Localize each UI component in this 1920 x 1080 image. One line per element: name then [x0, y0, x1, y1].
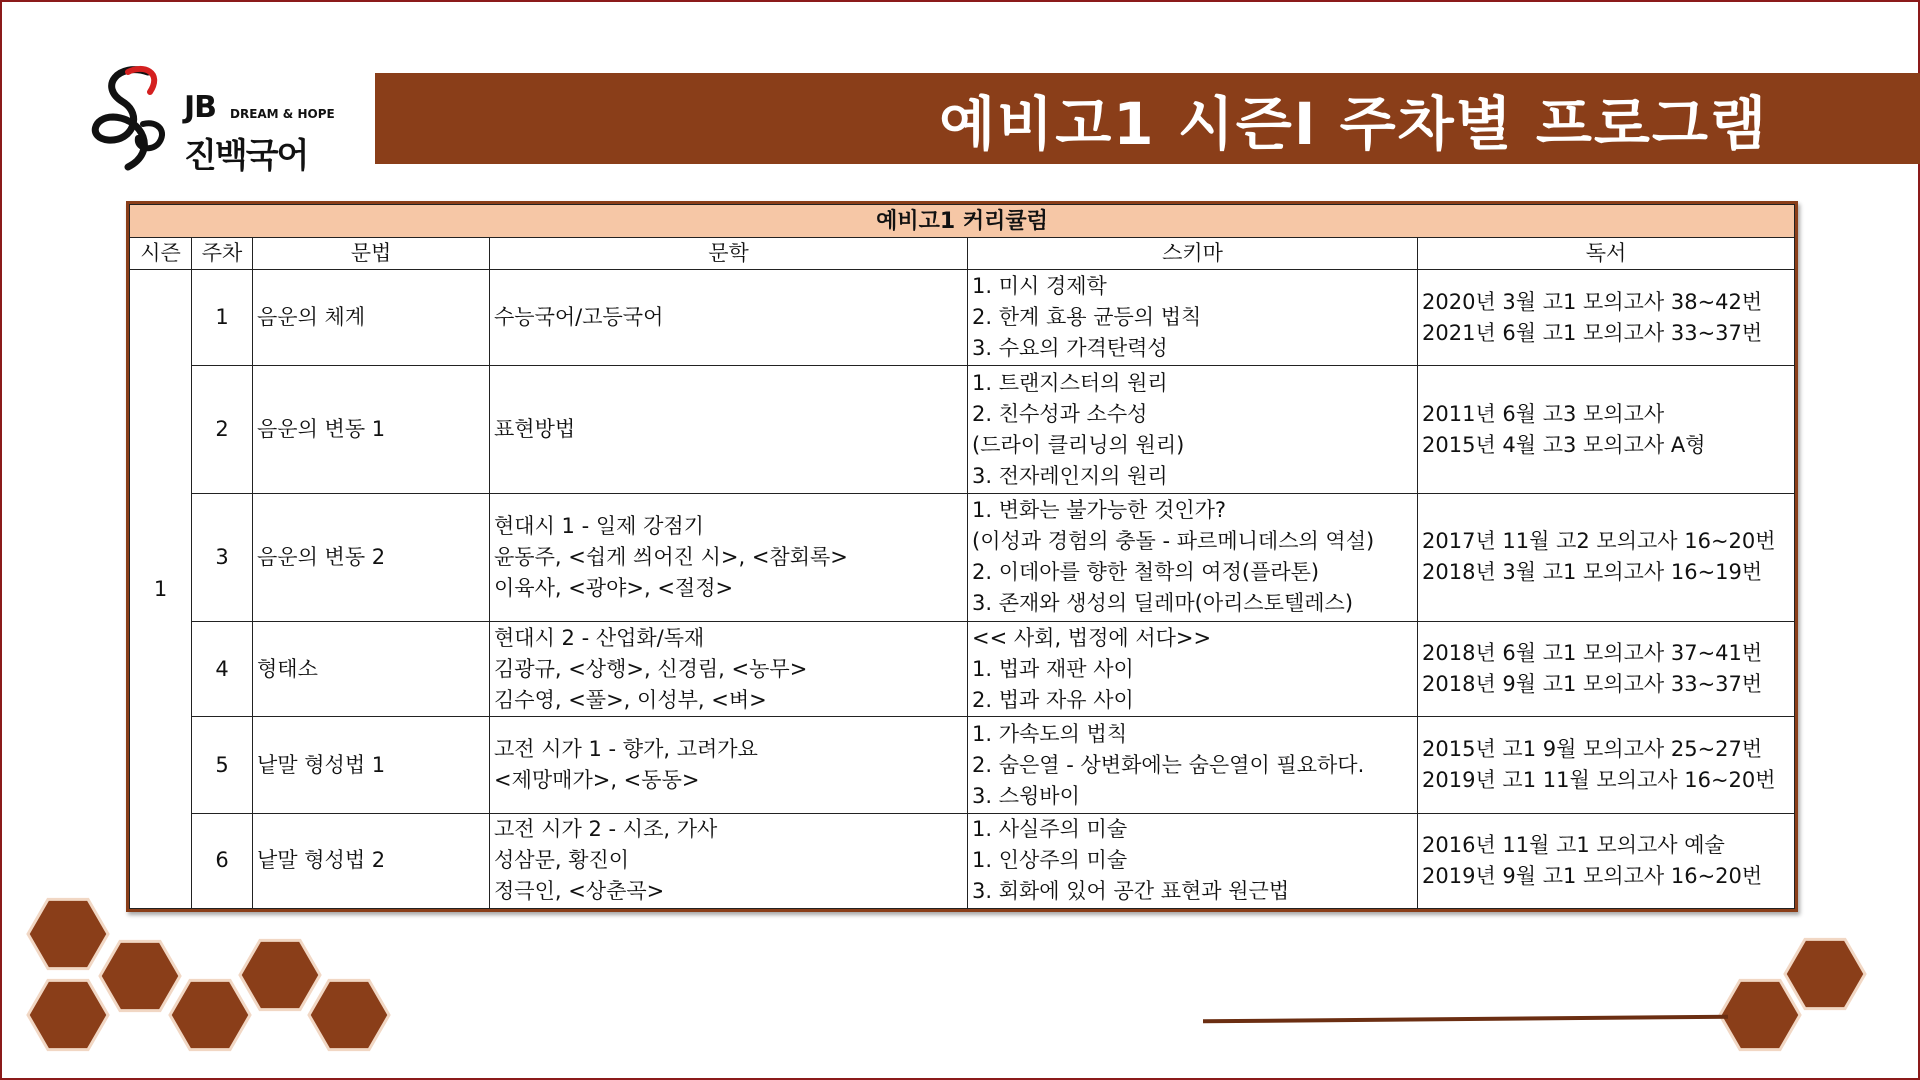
week-cell: 2	[192, 366, 253, 493]
table-row	[130, 622, 1795, 717]
page-title-bar	[375, 73, 1920, 164]
hexagon-icon	[170, 980, 250, 1049]
literature-line: 김수영, <풀>, 이성부, <벼>	[494, 687, 767, 712]
literature-line: <제망매가>, <동동>	[494, 768, 700, 793]
schema-line: 3. 스윙바이	[972, 783, 1080, 808]
header-reading: 독서	[1418, 238, 1795, 270]
grammar-cell: 낱말 형성법 1	[253, 717, 490, 813]
logo-swirl-icon	[88, 62, 188, 180]
hexagon-cluster-left-icon	[0, 890, 420, 1080]
reading-line: 2018년 9월 고1 모의고사 33~37번	[1422, 672, 1763, 697]
logo-jb: JB	[184, 90, 217, 125]
header-grammar: 문법	[253, 238, 490, 270]
grammar-cell: 음운의 체계	[253, 270, 490, 366]
schema-cell	[968, 493, 1418, 621]
hexagon-icon	[28, 980, 108, 1049]
literature-cell	[490, 622, 968, 717]
week-cell: 4	[192, 622, 253, 717]
reading-line: 2019년 9월 고1 모의고사 16~20번	[1422, 863, 1763, 888]
schema-line: 3. 회화에 있어 공간 표현과 원근법	[972, 879, 1290, 904]
schema-line: 2. 이데아를 향한 철학의 여정(플라톤)	[972, 560, 1320, 585]
grammar-cell: 낱말 형성법 2	[253, 813, 490, 908]
table-row	[130, 717, 1795, 813]
hexagon-icon	[240, 940, 320, 1009]
hexagon-icon	[1785, 939, 1865, 1008]
schema-line: (드라이 클리닝의 원리)	[972, 432, 1185, 457]
logo-name: 진백국어	[184, 136, 308, 176]
table-row	[130, 366, 1795, 493]
schema-line: 2. 법과 자유 사이	[972, 687, 1134, 712]
schema-line: 3. 전자레인지의 원리	[972, 463, 1168, 488]
hexagon-cluster-right-icon	[1700, 930, 1920, 1080]
literature-line: 고전 시가 2 - 시조, 가사	[494, 817, 718, 842]
page-title: 예비고1 시즌Ⅰ 주차별 프로그램	[939, 89, 1768, 158]
schema-line: << 사회, 법정에 서다>>	[972, 625, 1212, 650]
schema-line: 1. 트랜지스터의 원리	[972, 370, 1168, 395]
header-schema: 스키마	[968, 238, 1418, 270]
header-literature: 문학	[490, 238, 968, 270]
week-cell: 3	[192, 493, 253, 621]
header-week: 주차	[192, 238, 253, 270]
hexagon-icon	[1720, 980, 1800, 1049]
table-caption: 예비고1 커리큘럼	[130, 205, 1795, 238]
literature-line: 정극인, <상춘곡>	[494, 879, 665, 904]
schema-line: (이성과 경험의 충돌 - 파르메니데스의 역설)	[972, 529, 1375, 554]
grammar-cell: 음운의 변동 1	[253, 366, 490, 493]
schema-line: 2. 숨은열 - 상변화에는 숨은열이 필요하다.	[972, 752, 1365, 777]
literature-line: 성삼문, 황진이	[494, 848, 630, 873]
schema-cell	[968, 717, 1418, 813]
week-cell: 6	[192, 813, 253, 908]
curriculum-table-container	[126, 201, 1798, 912]
schema-line: 1. 인상주의 미술	[972, 848, 1128, 873]
literature-line: 김광규, <상행>, 신경림, <농무>	[494, 656, 808, 681]
reading-line: 2017년 11월 고2 모의고사 16~20번	[1422, 529, 1776, 554]
logo	[88, 62, 348, 180]
grammar-cell: 형태소	[253, 622, 490, 717]
reading-line: 2018년 6월 고1 모의고사 37~41번	[1422, 641, 1763, 666]
reading-line: 2021년 6월 고1 모의고사 33~37번	[1422, 320, 1763, 345]
literature-cell	[490, 717, 968, 813]
reading-line: 2015년 고1 9월 모의고사 25~27번	[1422, 737, 1763, 762]
literature-line: 수능국어/고등국어	[494, 305, 664, 330]
curriculum-table	[129, 204, 1795, 909]
reading-cell	[1418, 717, 1795, 813]
reading-cell	[1418, 493, 1795, 621]
reading-line: 2019년 고1 11월 모의고사 16~20번	[1422, 768, 1776, 793]
literature-cell	[490, 270, 968, 366]
literature-cell	[490, 813, 968, 908]
table-header-row	[130, 238, 1795, 270]
hexagon-icon	[28, 899, 108, 968]
literature-line: 현대시 1 - 일제 강점기	[494, 513, 704, 538]
schema-line: 1. 변화는 불가능한 것인가?	[972, 498, 1227, 523]
schema-cell	[968, 270, 1418, 366]
literature-line: 표현방법	[494, 417, 576, 442]
reading-cell	[1418, 622, 1795, 717]
literature-line: 이육사, <광야>, <절정>	[494, 575, 734, 600]
season-cell: 1	[130, 270, 192, 909]
table-row	[130, 270, 1795, 366]
schema-line: 1. 사실주의 미술	[972, 817, 1128, 842]
grammar-cell: 음운의 변동 2	[253, 493, 490, 621]
reading-line: 2020년 3월 고1 모의고사 38~42번	[1422, 289, 1763, 314]
table-body	[130, 270, 1795, 909]
reading-line: 2015년 4월 고3 모의고사 A형	[1422, 432, 1706, 457]
schema-line: 3. 존재와 생성의 딜레마(아리스토텔레스)	[972, 591, 1354, 616]
header-season: 시즌	[130, 238, 192, 270]
literature-line: 현대시 2 - 산업화/독재	[494, 625, 705, 650]
literature-cell	[490, 493, 968, 621]
hexagon-icon	[100, 941, 180, 1010]
schema-line: 2. 한계 효용 균등의 법칙	[972, 305, 1202, 330]
week-cell: 5	[192, 717, 253, 813]
literature-cell	[490, 366, 968, 493]
logo-subtitle: DREAM & HOPE	[230, 107, 335, 121]
literature-line: 고전 시가 1 - 향가, 고려가요	[494, 737, 758, 762]
hexagon-icon	[309, 980, 389, 1049]
schema-line: 1. 미시 경제학	[972, 274, 1107, 299]
reading-cell	[1418, 813, 1795, 908]
schema-line: 3. 수요의 가격탄력성	[972, 336, 1168, 361]
reading-line: 2011년 6월 고3 모의고사	[1422, 401, 1665, 426]
schema-line: 2. 친수성과 소수성	[972, 401, 1148, 426]
schema-line: 1. 법과 재판 사이	[972, 656, 1134, 681]
reading-line: 2016년 11월 고1 모의고사 예술	[1422, 832, 1725, 857]
table-row	[130, 493, 1795, 621]
reading-cell	[1418, 270, 1795, 366]
table-caption-row	[130, 205, 1795, 238]
schema-line: 1. 가속도의 법칙	[972, 721, 1128, 746]
reading-line: 2018년 3월 고1 모의고사 16~19번	[1422, 560, 1763, 585]
literature-line: 윤동주, <쉽게 씌어진 시>, <참회록>	[494, 544, 848, 569]
reading-cell	[1418, 366, 1795, 493]
schema-cell	[968, 813, 1418, 908]
week-cell: 1	[192, 270, 253, 366]
schema-cell	[968, 366, 1418, 493]
schema-cell	[968, 622, 1418, 717]
